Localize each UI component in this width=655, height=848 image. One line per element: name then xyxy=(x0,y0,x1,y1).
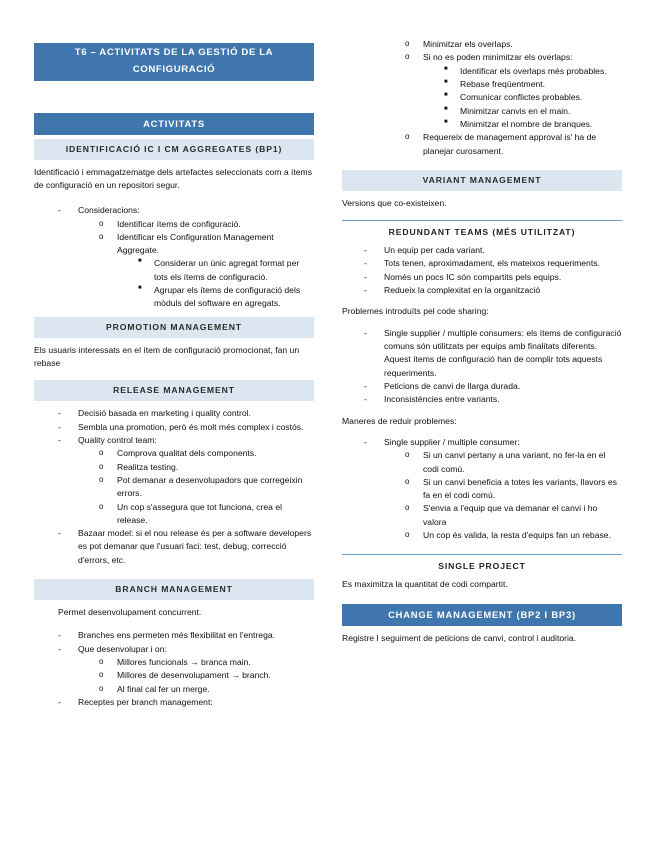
list-item-text: Identificar els Configuration Management Aggregate. xyxy=(117,231,274,256)
reduce-label: Maneres de reduir problemes: xyxy=(342,415,457,426)
list-item: o Al final cal fer un merge. xyxy=(78,683,314,696)
list-problems xyxy=(342,327,622,407)
heading-release: RELEASE MANAGEMENT xyxy=(34,380,314,401)
list-item: - Un equip per cada variant. xyxy=(342,244,622,257)
heading-promotion: PROMOTION MANAGEMENT xyxy=(34,317,314,338)
list-item: - Només un pocs IC són compartits pels equips. xyxy=(342,271,622,284)
paragraph-change-management: Registre I seguiment de peticions de canvi, control i auditoria. xyxy=(342,632,577,643)
list-item: ■ Considerar un únic agregat format per tots els ítems de configuració. xyxy=(117,257,314,284)
list-branch xyxy=(34,629,314,709)
heading-identificacio: IDENTIFICACIÓ IC I CM AGGREGATES (BP1) xyxy=(34,139,314,160)
list-item: - Tots tenen, aproximadament, els mateixos requeriments. xyxy=(342,257,622,270)
paragraph-single-project: Es maximitza la quantitat de codi compartit. xyxy=(342,579,508,590)
list-item: ■ Identificar els overlaps més probables. xyxy=(423,65,622,78)
list-item-text: Que desenvolupar i on: xyxy=(78,643,167,654)
list-item: - Decisió basada en marketing i quality control. xyxy=(34,407,314,420)
list-item: o Si un canvi beneficia a totes les variants, llavors es fa en el codi comú. xyxy=(384,476,622,503)
list-item: o Un cop és valida, la resta d'equips fan un rebase. xyxy=(384,529,622,542)
list-item: o Minimitzar els overlaps. xyxy=(384,38,622,51)
list-consideracions xyxy=(34,204,314,311)
list-item: - Bazaar model: si el nou release és per a software developers es pot demanar que l'usuari faci: test, debug, correcció d'errors, etc. xyxy=(34,527,314,567)
list-reduce xyxy=(342,436,622,543)
list-item xyxy=(342,436,622,543)
list-redundant xyxy=(342,244,622,297)
list-release xyxy=(34,407,314,567)
list-item: - Peticions de canvi de llarga durada. xyxy=(342,380,622,393)
list-item: - Single supplier / multiple consumers: els ítems de configuració comuns són utilitzats per equips amb finalitats diferents. Aquest ítems de configuració han de complir tots aquests requeriments. xyxy=(342,327,622,380)
list-item: ■ Rebase freqüentment. xyxy=(423,78,622,91)
paragraph-branch: Permet desenvolupament concurrent. xyxy=(58,607,202,618)
list-item: o Millores de desenvolupament → branch. xyxy=(78,669,314,682)
sublist xyxy=(78,218,314,311)
sublist xyxy=(117,257,314,310)
list-item: o Identificar ítems de configuració. xyxy=(78,218,314,231)
list-item: o Realitza testing. xyxy=(78,461,314,474)
list-item xyxy=(78,231,314,311)
heading-redundant-teams: REDUNDANT TEAMS (MÉS UTILITZAT) xyxy=(342,220,622,242)
list-branch-recipes xyxy=(342,38,622,158)
list-item: o Comprova qualitat dels components. xyxy=(78,447,314,460)
list-item-text: Si no es poden minimitzar els overlaps: xyxy=(423,52,573,63)
section-banner-change-management: CHANGE MANAGEMENT (BP2 I BP3) xyxy=(342,604,622,626)
list-item: o Pot demanar a desenvolupadors que corregeixin errors. xyxy=(78,474,314,501)
document-title: T6 – ACTIVITATS DE LA GESTIÓ DE LA CONFIGURACIÓ xyxy=(34,43,314,81)
list-item: ■ Agrupar els ítems de configuració dels mòduls del software en agregats. xyxy=(117,284,314,311)
sublist xyxy=(423,65,622,132)
sublist xyxy=(384,449,622,542)
left-column xyxy=(34,0,314,709)
list-item xyxy=(384,51,622,131)
problems-label: Problemes introduïts pel code sharing: xyxy=(342,306,489,317)
sublist xyxy=(78,656,314,696)
list-item: ■ Comunicar conflictes probables. xyxy=(423,91,622,104)
heading-branch: BRANCH MANAGEMENT xyxy=(34,579,314,600)
section-banner-activitats: ACTIVITATS xyxy=(34,113,314,135)
paragraph-identificacio: Identificació i emmagatzematge dels artefactes seleccionats com a ítems de configuració en un repositori segur. xyxy=(34,166,312,190)
list-item: o Si un canvi pertany a una variant, no fer-la en el codi comú. xyxy=(384,449,622,476)
list-item: ■ Minimitzar el nombre de branques. xyxy=(423,118,622,131)
list-item: - Redueix la complexitat en la organització xyxy=(342,284,622,297)
paragraph-variant: Versions que co-existeixen. xyxy=(342,197,447,208)
list-item: - Receptes per branch management: xyxy=(34,696,314,709)
heading-variant: VARIANT MANAGEMENT xyxy=(342,170,622,191)
heading-single-project: SINGLE PROJECT xyxy=(342,554,622,576)
list-item: - Branches ens permeten més flexibilitat en l'entrega. xyxy=(34,629,314,642)
paragraph-promotion: Els usuaris interessats en el ítem de configuració promocionat, fan un rebase xyxy=(34,344,300,368)
sublist xyxy=(78,447,314,527)
list-item: ■ Minimitzar canvis en el main. xyxy=(423,105,622,118)
list-item xyxy=(34,434,314,527)
list-item xyxy=(34,204,314,311)
list-item xyxy=(34,643,314,696)
right-column xyxy=(342,0,622,645)
list-item: - Inconsistències entre variants. xyxy=(342,393,622,406)
list-item-text: Quality control team: xyxy=(78,434,157,445)
list-item: o Requereix de management approval is' ha de planejar curosament. xyxy=(384,131,622,158)
list-item: o S'envia a l'equip que va demanar el canvi i ho valora xyxy=(384,502,622,529)
list-item: o Millores funcionals → branca main. xyxy=(78,656,314,669)
list-item: - Sembla una promotion, però és molt més complex i costós. xyxy=(34,421,314,434)
list-item-text: Single supplier / multiple consumer: xyxy=(384,436,520,447)
list-item: o Un cop s'assegura que tot funciona, crea el release. xyxy=(78,501,314,528)
list-item-text: Consideracions: xyxy=(78,205,140,216)
